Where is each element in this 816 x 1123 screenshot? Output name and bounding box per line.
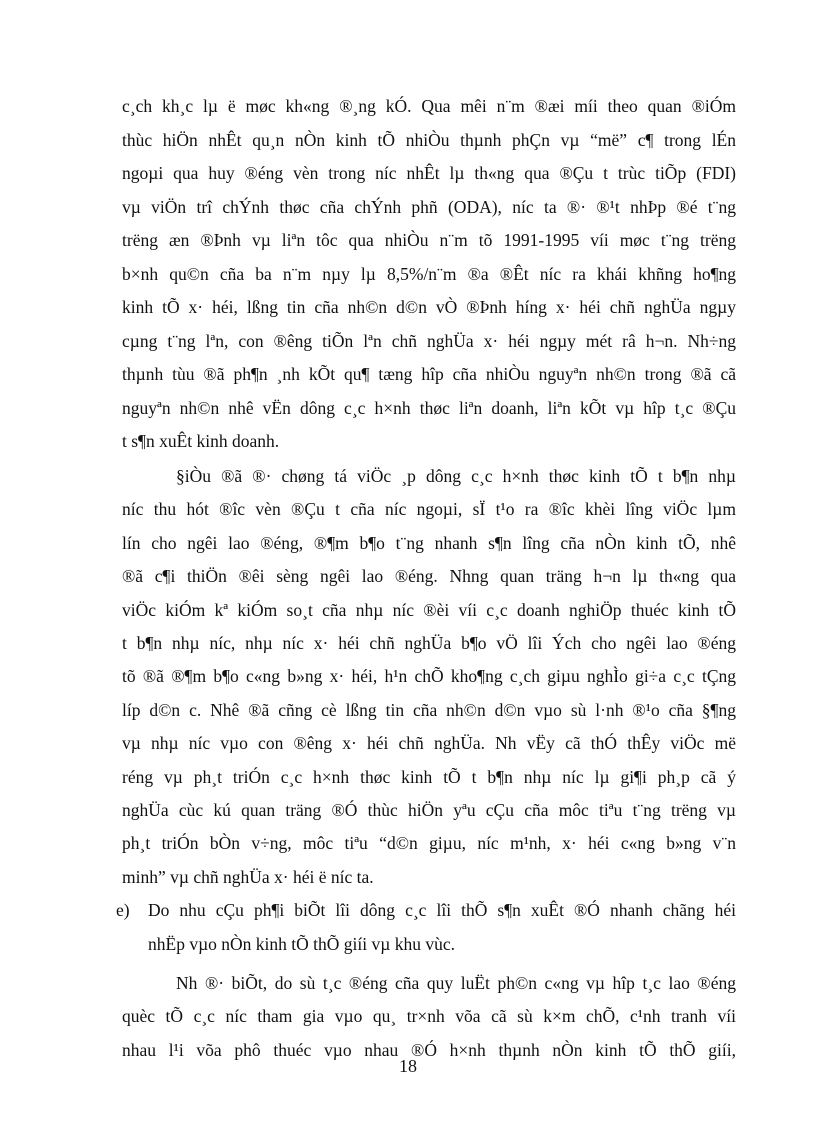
text-line: nhËp vµo nÒn kinh tÕ thÕ giíi vµ khu vùc. [148, 933, 455, 954]
text-line: t s¶n xuÊt kinh doanh. [122, 431, 280, 451]
text-line: thùc hiÖn nhÊt qu¸n nÒn kinh tÕ nhiÒu thµnh phÇn vµ “më” c¶ trong lÉn [122, 129, 736, 150]
list-marker: e) [116, 900, 130, 921]
text-line: nghÜa cùc kú quan träng ®Ó thùc hiÖn yªu cÇu cña môc tiªu t¨ng trëng vµ [122, 800, 736, 820]
page-number: 18 [399, 1056, 417, 1076]
text-line: t b¶n nhµ níc, nhµ níc x· héi chñ nghÜa b¶o vÖ lîi Ých cho ngêi lao ®éng [122, 633, 736, 653]
text-line: líp d©n c. Nhê ®ã cñng cè lßng tin cña nh©n d©n vµo sù l·nh ®¹o cña §¶ng [122, 699, 736, 720]
text-line: Nh ®· biÕt, do sù t¸c ®éng cña quy luËt ph©n c«ng vµ hîp t¸c lao ®éng [176, 973, 736, 993]
text-line: minh” vµ chñ nghÜa x· héi ë níc ta. [122, 866, 374, 887]
text-line: ®ã c¶i thiÖn ®êi sèng ngêi lao ®éng. Nhng quan träng h¬n lµ th«ng qua [122, 566, 736, 587]
text-line: c¸ch kh¸c lµ ë møc kh«ng ®¸ng kÓ. Qua mêi n¨m ®æi míi theo quan ®iÓm [122, 96, 736, 116]
text-line: nguyªn nh©n nhê vËn dông c¸c h×nh thøc liªn doanh, liªn kÕt vµ hîp t¸c ®Çu [122, 397, 736, 418]
text-line: nhau l¹i võa phô thuéc vµo nhau ®Ó h×nh thµnh nÒn kinh tÕ thÕ giíi, [122, 1039, 736, 1060]
text-line: lín cho ngêi lao ®éng, ®¶m b¶o t¨ng nhanh s¶n lîng cña nÒn kinh tÕ, nhê [122, 532, 736, 553]
text-line: cµng t¨ng lªn, con ®êng tiÕn lªn chñ nghÜa x· héi ngµy mét râ h¬n. Nh÷ng [122, 330, 736, 351]
text-line: Do nhu cÇu ph¶i biÕt lîi dông c¸c lîi thÕ s¶n xuÊt ®Ó nhanh chãng héi [148, 900, 736, 921]
text-line: b×nh qu©n cña ba n¨m nµy lµ 8,5%/n¨m ®a ®Êt níc ra khái khñng ho¶ng [122, 263, 736, 284]
text-line: kinh tÕ x· héi, lßng tin cña nh©n d©n vÒ ®Þnh híng x· héi chñ nghÜa ngµy [122, 297, 736, 317]
text-line: vµ viÖn trî chÝnh thøc cña chÝnh phñ (ODA), níc ta ®· ®¹t nhÞp ®é t¨ng [122, 196, 736, 217]
text-line: §iÒu ®ã ®· chøng tá viÖc ¸p dông c¸c h×nh thøc kinh tÕ t b¶n nhµ [176, 466, 736, 486]
text-line: ngoµi qua huy ®éng vèn trong níc nhÊt lµ th«ng qua ®Çu t trùc tiÕp (FDI) [122, 163, 736, 183]
text-line: vµ nhµ níc vµo con ®êng x· héi chñ nghÜa. Nh vËy cã thÓ thÊy viÖc më [122, 733, 736, 754]
text-line: réng vµ ph¸t triÓn c¸c h×nh thøc kinh tÕ t b¶n nhµ níc lµ gi¶i ph¸p cã ý [122, 766, 736, 787]
text-line: quèc tÕ c¸c níc tham gia vµo qu¸ tr×nh võa cã sù k×m chÕ, c¹nh tranh víi [122, 1006, 736, 1027]
text-line: thµnh tùu ®ã ph¶n ¸nh kÕt qu¶ tæng hîp cña nhiÒu nguyªn nh©n trong ®ã cã [122, 364, 736, 384]
text-line: ph¸t triÓn bÒn v÷ng, môc tiªu “d©n giµu, níc m¹nh, x· héi c«ng b»ng v¨n [122, 833, 736, 854]
text-line: trëng æn ®Þnh vµ liªn tôc qua nhiÒu n¨m tõ 1991-1995 víi møc t¨ng trëng [122, 230, 736, 250]
text-line: tõ ®ã ®¶m b¶o c«ng b»ng x· héi, h¹n chÕ kho¶ng c¸ch giµu nghÌo gi÷a c¸c tÇng [122, 666, 736, 687]
text-line: viÖc kiÓm kª kiÓm so¸t cña nhµ níc ®èi víi c¸c doanh nghiÖp thuéc kinh tÕ [122, 599, 736, 620]
text-line: níc thu hót ®îc vèn ®Çu t cña níc ngoµi, sÏ t¹o ra ®îc khèi lîng viÖc lµm [122, 499, 736, 520]
